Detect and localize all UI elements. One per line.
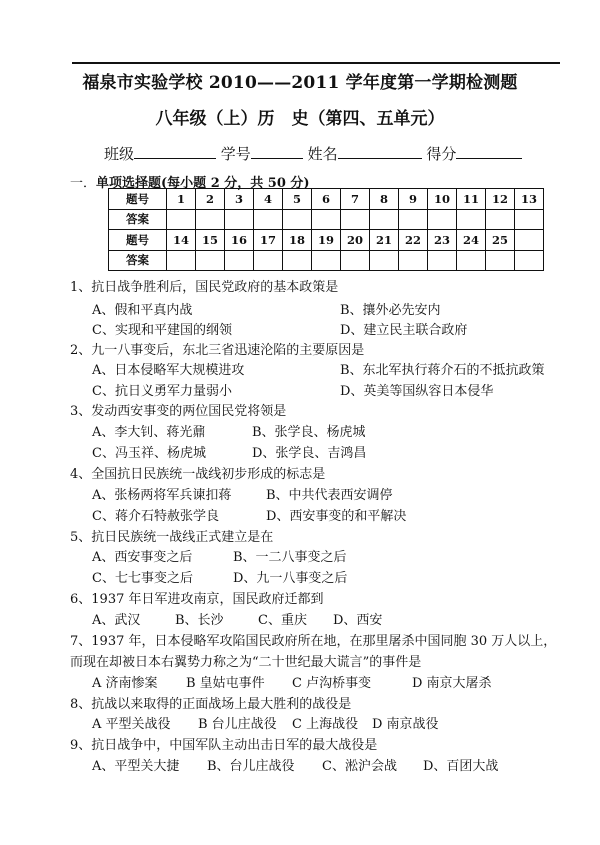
- answer-cell[interactable]: [283, 209, 312, 230]
- table-cell: 18: [283, 230, 312, 251]
- option-c[interactable]: C 卢沟桥事变: [292, 676, 372, 691]
- student-info-line: [104, 143, 522, 164]
- option-a[interactable]: A、武汉: [92, 613, 141, 628]
- question-stem: 3、发动西安事变的两位国民党将领是: [70, 404, 287, 419]
- option-a[interactable]: A、李大钊、蒋光鼐: [92, 425, 206, 440]
- answer-cell[interactable]: [457, 250, 486, 271]
- question-stem: 8、抗战以来取得的正面战场上最大胜利的战役是: [70, 697, 352, 712]
- answer-cell[interactable]: [515, 209, 544, 230]
- option-b[interactable]: B、张学良、杨虎城: [252, 425, 366, 440]
- answer-cell[interactable]: [167, 250, 196, 271]
- table-cell: 4: [254, 189, 283, 210]
- table-cell: 22: [399, 230, 428, 251]
- answer-cell[interactable]: [225, 209, 254, 230]
- option-d[interactable]: D、英美等国纵容日本侵华: [340, 384, 494, 399]
- answer-cell[interactable]: [225, 250, 254, 271]
- table-cell: 1: [167, 189, 196, 210]
- answer-cell[interactable]: [457, 209, 486, 230]
- option-c[interactable]: C、抗日义勇军力量弱小: [92, 384, 232, 399]
- number-label: 学号: [220, 145, 251, 163]
- question-stem: 9、抗日战争中，中国军队主动出击日军的最大战役是: [70, 738, 378, 753]
- section-number: 一．: [70, 176, 97, 191]
- table-cell: 6: [312, 189, 341, 210]
- exam-title: 福泉市实验学校 2010——2011 学年度第一学期检测题: [82, 73, 518, 93]
- question-stem: 4、全国抗日民族统一战线初步形成的标志是: [70, 467, 326, 482]
- table-cell: 20: [341, 230, 370, 251]
- answer-table-row: [109, 189, 544, 210]
- option-c[interactable]: C、冯玉祥、杨虎城: [92, 446, 206, 461]
- table-cell: [515, 230, 544, 251]
- answer-table: [108, 188, 544, 271]
- option-b[interactable]: B、东北军执行蒋介石的不抵抗政策: [340, 363, 545, 378]
- answer-cell[interactable]: [428, 250, 457, 271]
- question-stem: 1、抗日战争胜利后，国民党政府的基本政策是: [70, 280, 339, 295]
- table-cell: 25: [486, 230, 515, 251]
- table-cell: 24: [457, 230, 486, 251]
- option-c[interactable]: C、蒋介石特赦张学良: [92, 509, 219, 524]
- option-b[interactable]: B、长沙: [175, 613, 224, 628]
- table-cell: 7: [341, 189, 370, 210]
- table-cell: 23: [428, 230, 457, 251]
- answer-cell[interactable]: [283, 250, 312, 271]
- answer-cell[interactable]: [312, 250, 341, 271]
- table-cell: 9: [399, 189, 428, 210]
- option-d[interactable]: D、西安: [333, 613, 383, 628]
- row-label-answer: 答案: [109, 250, 167, 271]
- score-blank[interactable]: [456, 144, 522, 159]
- option-d[interactable]: D 南京战役: [372, 717, 439, 732]
- answer-cell[interactable]: [341, 209, 370, 230]
- answer-cell[interactable]: [486, 209, 515, 230]
- question-stem: 6、1937 年日军进攻南京，国民政府迁都到: [70, 592, 324, 607]
- name-blank[interactable]: [338, 144, 422, 159]
- answer-cell[interactable]: [196, 250, 225, 271]
- answer-cell[interactable]: [196, 209, 225, 230]
- table-cell: 19: [312, 230, 341, 251]
- answer-cell[interactable]: [399, 250, 428, 271]
- answer-cell[interactable]: [370, 209, 399, 230]
- table-cell: 17: [254, 230, 283, 251]
- table-cell: 21: [370, 230, 399, 251]
- exam-subtitle: 八年级（上）历 史（第四、五单元）: [155, 109, 445, 129]
- option-d[interactable]: D、百团大战: [423, 759, 499, 774]
- answer-table-row: [109, 230, 544, 251]
- option-a[interactable]: A 济南惨案: [92, 676, 158, 691]
- table-cell: 13: [515, 189, 544, 210]
- answer-cell[interactable]: [254, 250, 283, 271]
- class-label: 班级: [104, 145, 135, 163]
- option-a[interactable]: A、张杨两将军兵谏扣蒋: [92, 488, 232, 503]
- table-cell: 3: [225, 189, 254, 210]
- table-cell: 12: [486, 189, 515, 210]
- table-cell: 11: [457, 189, 486, 210]
- question-stem: 5、抗日民族统一战线正式建立是在: [70, 530, 274, 545]
- answer-cell[interactable]: [515, 250, 544, 271]
- header-rule: [72, 62, 560, 64]
- answer-cell[interactable]: [370, 250, 399, 271]
- section-title: 单项选择题(每小题 2 分，共 50 分): [96, 176, 310, 191]
- option-b[interactable]: B 台儿庄战役: [198, 717, 277, 732]
- table-cell: 2: [196, 189, 225, 210]
- name-label: 姓名: [307, 145, 338, 163]
- class-blank[interactable]: [134, 144, 216, 159]
- table-cell: 14: [167, 230, 196, 251]
- option-c[interactable]: C、实现和平建国的纲领: [92, 323, 232, 338]
- answer-cell[interactable]: [167, 209, 196, 230]
- answer-cell[interactable]: [254, 209, 283, 230]
- number-blank[interactable]: [251, 144, 303, 159]
- option-c[interactable]: C、七七事变之后: [92, 571, 193, 586]
- answer-table-row: [109, 250, 544, 271]
- option-b[interactable]: B、一二八事变之后: [233, 550, 347, 565]
- row-label-answer: 答案: [109, 209, 167, 230]
- question-stem: 2、九一八事变后，东北三省迅速沦陷的主要原因是: [70, 343, 365, 358]
- answer-table-row: [109, 209, 544, 230]
- option-a[interactable]: A、平型关大捷: [92, 759, 180, 774]
- option-a[interactable]: A、西安事变之后: [92, 550, 193, 565]
- score-label: 得分: [426, 145, 457, 163]
- table-cell: 10: [428, 189, 457, 210]
- option-c[interactable]: C 上海战役: [292, 717, 359, 732]
- question-stem: 7、1937 年，日本侵略军攻陷国民政府所在地，在那里屠杀中国同胞 30 万人以上，: [70, 634, 557, 649]
- option-d[interactable]: D、九一八事变之后: [233, 571, 348, 586]
- answer-cell[interactable]: [428, 209, 457, 230]
- option-d[interactable]: D、建立民主联合政府: [340, 323, 468, 338]
- option-a[interactable]: A、假和平真内战: [92, 303, 193, 318]
- row-label-number: 题号: [109, 230, 167, 251]
- option-a[interactable]: A、日本侵略军大规模进攻: [92, 363, 245, 378]
- row-label-number: 题号: [109, 189, 167, 210]
- option-b[interactable]: B、中共代表西安调停: [266, 488, 393, 503]
- option-b[interactable]: B、台儿庄战役: [207, 759, 295, 774]
- option-d[interactable]: D、张学良、吉鸿昌: [252, 446, 367, 461]
- answer-cell[interactable]: [399, 209, 428, 230]
- answer-cell[interactable]: [312, 209, 341, 230]
- option-b[interactable]: B 皇姑屯事件: [186, 676, 265, 691]
- answer-cell[interactable]: [341, 250, 370, 271]
- table-cell: 5: [283, 189, 312, 210]
- answer-cell[interactable]: [486, 250, 515, 271]
- question-stem-continued: 而现在却被日本右翼势力称之为“二十世纪最大谎言”的事件是: [70, 655, 422, 670]
- table-cell: 16: [225, 230, 254, 251]
- option-d[interactable]: D、西安事变的和平解决: [266, 509, 407, 524]
- option-b[interactable]: B、攘外必先安内: [340, 303, 441, 318]
- table-cell: 15: [196, 230, 225, 251]
- option-a[interactable]: A 平型关战役: [92, 717, 171, 732]
- table-cell: 8: [370, 189, 399, 210]
- option-c[interactable]: C、淞沪会战: [322, 759, 397, 774]
- option-d[interactable]: D 南京大屠杀: [412, 676, 492, 691]
- option-c[interactable]: C、重庆: [258, 613, 307, 628]
